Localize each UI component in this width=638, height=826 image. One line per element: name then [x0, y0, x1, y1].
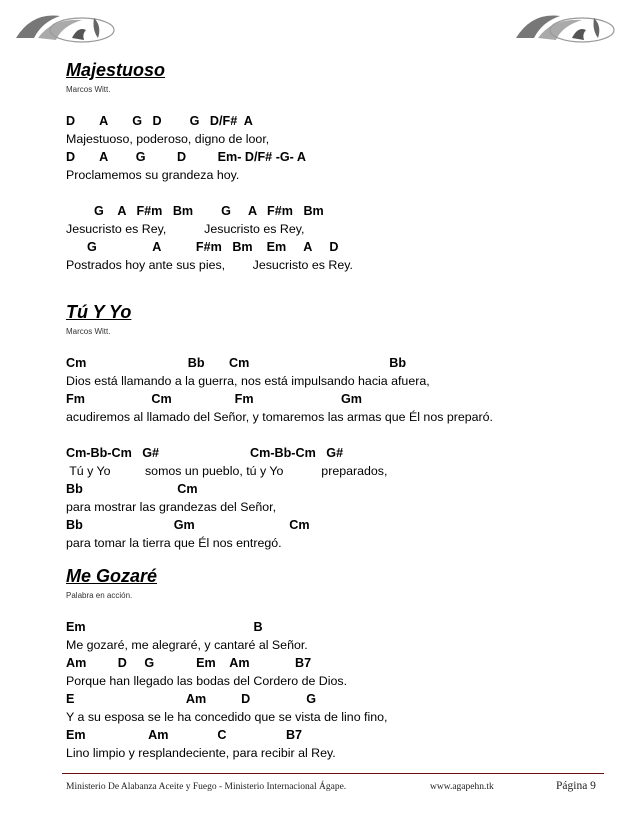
lyric-line: Y a su esposa se le ha concedido que se vista de lino fino,	[66, 710, 388, 724]
lyric-line: Dios está llamando a la guerra, nos está impulsando hacia afuera,	[66, 374, 430, 388]
song-title: Tú Y Yo	[66, 302, 132, 322]
blank-line	[66, 426, 606, 444]
chord-line: Fm Cm Fm Gm	[66, 392, 363, 406]
lyric-line: acudiremos al llamado del Señor, y tomaremos las armas que Él nos preparó.	[66, 410, 493, 424]
lyric-line: Majestuoso, poderoso, digno de loor,	[66, 132, 270, 146]
footer-divider	[62, 773, 604, 774]
songbook-content	[66, 58, 606, 760]
aceite-y-fuego-logo-icon	[512, 8, 618, 46]
chord-line: Em B	[66, 620, 263, 634]
chord-line: D A G D Em- D/F# -G- A	[66, 150, 307, 164]
chord-line: E Am D G	[66, 692, 317, 706]
lyric-line: Tú y Yo somos un pueblo, tú y Yo preparados,	[66, 464, 388, 478]
chord-line: Bb Cm	[66, 482, 198, 496]
song-author: Marcos Witt.	[66, 85, 111, 94]
song-author: Marcos Witt.	[66, 327, 111, 336]
page-footer	[62, 780, 604, 798]
blank-line	[66, 184, 606, 202]
song-majestuoso	[66, 58, 606, 272]
song-me-gozare	[66, 564, 606, 760]
page-number: Página 9	[556, 780, 596, 792]
lyric-line: para mostrar las grandezas del Señor,	[66, 500, 277, 514]
aceite-y-fuego-logo-icon	[12, 8, 118, 46]
lyric-line: Lino limpio y resplandeciente, para recibir al Rey.	[66, 746, 336, 760]
song-title: Me Gozaré	[66, 566, 158, 586]
song-tu-y-yo	[66, 300, 606, 550]
ministry-logo-right	[512, 8, 618, 46]
footer-website-link[interactable]: www.agapehn.tk	[430, 782, 494, 792]
lyric-line: Porque han llegado las bodas del Cordero de Dios.	[66, 674, 348, 688]
song-author: Palabra en acción.	[66, 591, 133, 600]
footer-ministry: Ministerio De Alabanza Aceite y Fuego - Ministerio Internacional Ágape.	[66, 782, 347, 792]
chord-line: D A G D G D/F# A	[66, 114, 253, 128]
chord-line: Em Am C B7	[66, 728, 303, 742]
lyric-line: para tomar la tierra que Él nos entregó.	[66, 536, 282, 550]
lyric-line: Proclamemos su grandeza hoy.	[66, 168, 240, 182]
lyric-line: Me gozaré, me alegraré, y cantaré al Señor.	[66, 638, 308, 652]
chord-line: Cm Bb Cm Bb	[66, 356, 407, 370]
chord-line: Bb Gm Cm	[66, 518, 310, 532]
lyric-line: Postrados hoy ante sus pies, Jesucristo es Rey.	[66, 258, 353, 272]
chord-line: Cm-Bb-Cm G# Cm-Bb-Cm G#	[66, 446, 344, 460]
ministry-logo-left	[12, 8, 118, 46]
lyric-line: Jesucristo es Rey, Jesucristo es Rey,	[66, 222, 305, 236]
chord-line: Am D G Em Am B7	[66, 656, 312, 670]
song-title: Majestuoso	[66, 60, 166, 80]
chord-line: G A F#m Bm Em A D	[66, 240, 339, 254]
chord-line: G A F#m Bm G A F#m Bm	[66, 204, 324, 218]
